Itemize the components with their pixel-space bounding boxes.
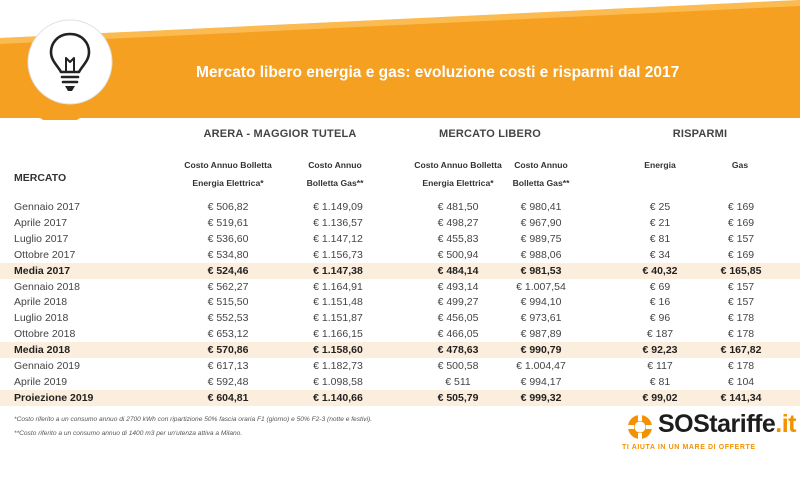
table-cell: € 506,82 [207,201,249,213]
logo-name: SOStariffe [658,410,776,438]
row-label: Gennaio 2018 [14,280,80,293]
table-cell: € 1.004,47 [516,360,566,372]
table-cell: € 987,89 [520,328,562,341]
page-title: Mercato libero energia e gas: evoluzione costi e risparmi dal 2017 [196,64,680,81]
table-cell: € 988,06 [520,248,562,261]
table-cell: € 178 [727,312,755,325]
row-label: Aprile 2018 [14,296,68,309]
group-header-mercato-libero: MERCATO LIBERO [438,128,541,140]
table-cell: € 1.164,91 [313,280,363,293]
table-cell: € 456,05 [437,312,479,325]
subheader-line: Energia Elettrica* [192,178,264,188]
table-cell: € 536,60 [207,232,249,245]
table-cell: € 524,46 [207,264,249,277]
table-cell: € 21 [649,216,671,229]
table-cell: € 81 [649,375,671,388]
table-cell: € 34 [649,248,671,261]
subheader-line: Gas [731,160,749,170]
table-cell: € 1.158,60 [313,344,363,357]
table-row [0,215,800,231]
table-cell: € 165,85 [720,264,762,277]
subheader-line: Bolletta Gas** [306,178,364,188]
table-cell: € 99,02 [642,391,678,404]
table-cell: € 466,05 [437,328,479,341]
subheader-line: Costo Annuo Bolletta [414,160,502,170]
table-cell: € 484,14 [437,264,479,277]
table-cell: € 1.136,57 [313,216,363,229]
table-cell: € 500,58 [437,360,479,372]
row-label: Gennaio 2019 [14,360,80,372]
table-cell: € 81 [649,232,671,245]
table-cell: € 990,79 [520,344,562,357]
table-cell: € 989,75 [520,232,562,245]
row-label: Media 2017 [14,264,71,277]
group-header-risparmi: RISPARMI [672,128,728,140]
row-label: Luglio 2018 [14,312,69,325]
subheader-arera-luce [160,156,296,192]
table-cell: € 592,48 [207,375,249,388]
table-cell: € 1.151,48 [313,296,363,309]
table-cell: € 1.166,15 [313,328,363,341]
table-cell: € 157 [727,296,755,309]
table-cell: € 1.147,38 [313,264,363,277]
subheader-risparmio-gas [710,156,770,174]
table-row [0,310,800,326]
table-cell: € 980,41 [520,201,562,213]
table-cell: € 1.098,58 [313,375,363,388]
row-label: Ottobre 2017 [14,248,76,261]
table-cell: € 16 [649,296,671,309]
table-cell: € 994,17 [520,375,562,388]
table-cell: € 999,32 [520,391,562,404]
table-cell: € 1.149,09 [313,201,363,213]
table-cell: € 178 [727,360,755,372]
logo-tagline: TI AIUTA IN UN MARE DI OFFERTE [622,444,756,451]
row-label: Ottobre 2018 [14,328,76,341]
table-cell: € 169 [727,248,755,261]
header-banner [0,0,800,120]
table-row-summary [0,342,800,358]
table-cell: € 552,53 [207,312,249,325]
table-cell: € 169 [727,201,755,213]
table-row-summary [0,390,800,406]
table-cell: € 973,61 [520,312,562,325]
table-cell: € 1.147,12 [313,232,363,245]
group-header-arera: ARERA - MAGGIOR TUTELA [203,128,357,140]
table-cell: € 493,14 [437,280,479,293]
table-row [0,326,800,342]
table-cell: € 981,53 [520,264,562,277]
table-cell: € 570,86 [207,344,249,357]
subheader-line: Energia Elettrica* [422,178,494,188]
table-cell: € 994,10 [520,296,562,309]
table-cell: € 519,61 [207,216,249,229]
row-label: Luglio 2017 [14,232,69,245]
table-row-summary [0,263,800,279]
table-cell: € 505,79 [437,391,479,404]
table-cell: € 604,81 [207,391,249,404]
table-cell: € 40,32 [642,264,678,277]
table-cell: € 169 [727,216,755,229]
table-cell: € 167,82 [720,344,762,357]
table-cell: € 187 [646,328,674,341]
table-row [0,199,800,215]
table-cell: € 1.007,54 [516,280,566,293]
row-label: Media 2018 [14,344,71,357]
row-label: Aprile 2019 [14,375,68,388]
table-cell: € 967,90 [520,216,562,229]
table-cell: € 104 [727,375,755,388]
table-row [0,358,800,374]
table-cell: € 141,34 [720,391,762,404]
table-cell: € 653,12 [207,328,249,341]
table-cell: € 562,27 [207,280,249,293]
table-cell: € 96 [649,312,671,325]
subheader-arera-gas [280,156,390,192]
table-cell: € 511 [445,375,471,388]
table-row [0,279,800,295]
table-cell: € 178 [727,328,755,341]
table-cell: € 117 [647,360,673,372]
footnote-energia: *Costo riferito a un consumo annuo di 2700 kWh con ripartizione 50% fascia oraria F1 (giorno) e 50% F2-3 (notte e festivi). [14,416,373,423]
table-cell: € 515,50 [207,296,249,309]
table-cell: € 455,83 [437,232,479,245]
table-cell: € 500,94 [437,248,479,261]
subheader-line: Costo Annuo Bolletta [184,160,272,170]
lifebuoy-icon [620,412,658,442]
table-cell: € 481,50 [437,201,479,213]
subheader-line: Costo Annuo [514,160,568,170]
table-row [0,294,800,310]
row-label: Gennaio 2017 [14,201,80,213]
table-cell: € 478,63 [437,344,479,357]
table-cell: € 1.151,87 [313,312,363,325]
table-cell: € 534,80 [207,248,249,261]
lightbulb-icon [24,16,116,108]
subheader-risparmio-energia [620,156,700,174]
table-cell: € 1.156,73 [313,248,363,261]
table-cell: € 1.182,73 [313,360,363,372]
table-row [0,231,800,247]
logo-text [658,410,796,439]
table-cell: € 92,23 [642,344,678,357]
table-cell: € 499,27 [437,296,479,309]
table-cell: € 498,27 [437,216,479,229]
logo-domain: .it [775,410,796,438]
footnote-gas: **Costo riferito a un consumo annuo di 1400 m3 per un'utenza attiva a Milano. [14,430,243,437]
table-cell: € 157 [727,280,755,293]
table-cell: € 69 [649,280,671,293]
subheader-line: Energia [644,160,676,170]
row-label: Proiezione 2019 [14,391,94,404]
table-cell: € 25 [649,201,671,213]
subheader-libero-gas [486,156,596,192]
column-header-mercato: MERCATO [14,172,67,184]
sostariffe-logo [620,410,796,470]
subheader-line: Bolletta Gas** [512,178,570,188]
table-row [0,247,800,263]
table-cell: € 617,13 [207,360,249,372]
subheader-line: Costo Annuo [308,160,362,170]
row-label: Aprile 2017 [14,216,68,229]
table-cell: € 1.140,66 [313,391,363,404]
table-row [0,374,800,390]
table-cell: € 157 [727,232,755,245]
